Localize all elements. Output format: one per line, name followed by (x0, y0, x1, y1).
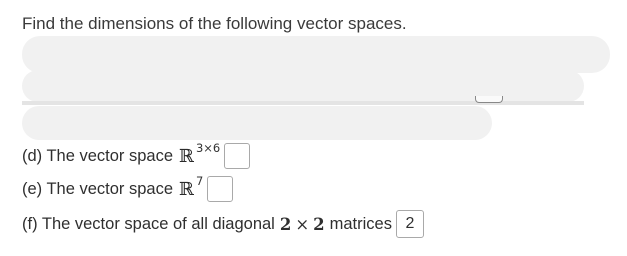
real-space-symbol: ℝ (179, 145, 194, 167)
question-e-label: (e) The vector space (22, 179, 174, 198)
obscured-row-3 (22, 106, 492, 140)
question-f-label: (f) The vector space of all diagonal (22, 214, 275, 233)
answer-input-d[interactable] (224, 143, 250, 169)
matrix-size-cols: 2 (313, 214, 325, 234)
answer-input-f[interactable]: 2 (396, 210, 424, 238)
question-d (22, 143, 250, 169)
answer-input-e[interactable] (207, 176, 233, 202)
matrix-size-rows: 2 (279, 214, 292, 234)
question-f-suffix: matrices (329, 214, 392, 233)
partial-answer-box (475, 96, 503, 103)
exponent: 7 (195, 174, 204, 188)
question-d-label: (d) The vector space (22, 146, 174, 165)
question-prompt: Find the dimensions of the following vector spaces. (22, 14, 407, 33)
real-space-symbol: ℝ (179, 178, 194, 200)
question-e (22, 176, 233, 202)
times-symbol: × (295, 214, 310, 234)
question-f (22, 210, 424, 238)
exponent: 3×6 (195, 141, 221, 155)
obscured-row-1 (22, 36, 610, 73)
